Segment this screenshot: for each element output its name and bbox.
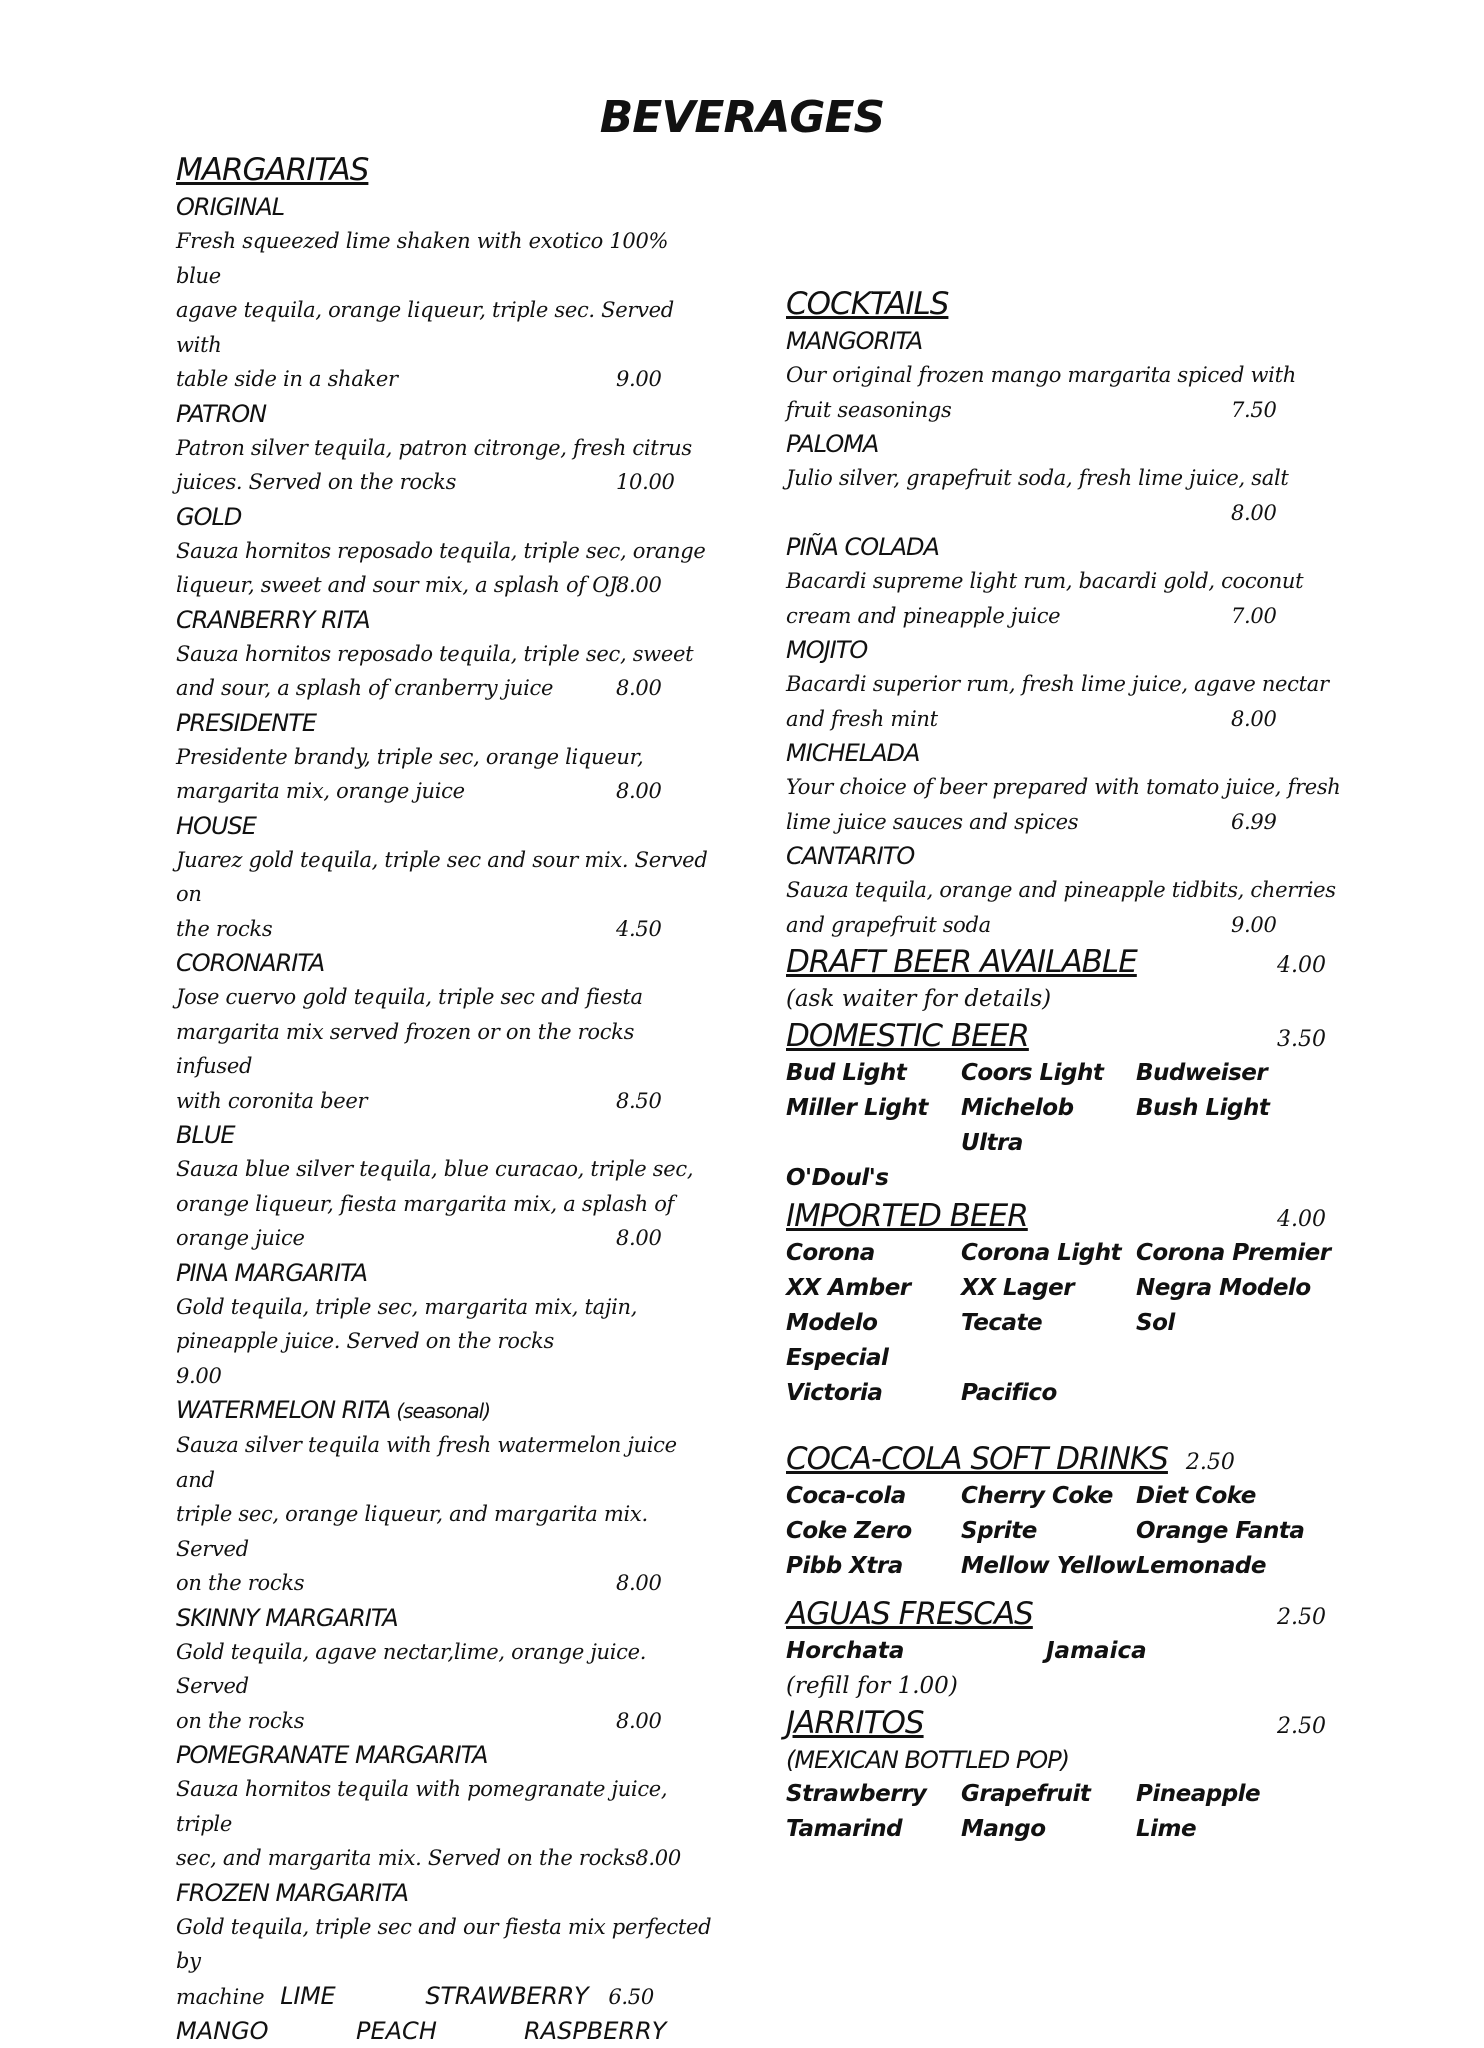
menu-item [786, 530, 1346, 633]
list-item: Corona [786, 1240, 875, 1266]
description-line [176, 465, 716, 500]
description-line [786, 908, 1346, 943]
item-name: GOLD [176, 502, 242, 531]
description-text: sec, and margarita mix. Served on the rocks [176, 1846, 636, 1870]
description-line: Sauza silver tequila with fresh watermelon juice and [176, 1433, 677, 1492]
menu-item [786, 633, 1346, 736]
item-name-text: WATERMELON RITA [176, 1396, 391, 1424]
item-description [786, 461, 1346, 530]
description-line [176, 1704, 716, 1739]
list-item: Tecate [961, 1310, 1043, 1336]
item-description [176, 1428, 716, 1601]
item-description [176, 1635, 716, 1739]
draft-beer-note: (ask waiter for details) [786, 986, 1052, 1012]
flavor-item: MANGO [176, 2017, 269, 2045]
description-line: Gold tequila, triple sec and our fiesta mix perfected by [176, 1914, 712, 1973]
item-description [176, 534, 716, 603]
description-line [786, 393, 1346, 428]
aguas-frescas-heading: AGUAS FRESCAS [786, 1596, 1033, 1632]
list-item: XX Amber [786, 1275, 911, 1301]
imported-beer-price: 4.00 [1277, 1207, 1326, 1232]
item-name: CANTARITO [786, 842, 915, 870]
description-line: Patron silver tequila, patron citronge, fresh citrus [176, 435, 692, 460]
description-line [176, 1084, 716, 1119]
item-description [176, 1152, 716, 1256]
list-item: Cherry Coke [961, 1483, 1113, 1509]
description-text: pineapple juice. Served on the rocks [176, 1329, 554, 1353]
item-name: POMEGRANATE MARGARITA [176, 1741, 488, 1769]
list-item: Lemonade [1136, 1553, 1266, 1579]
item-price: 6.99 [1231, 809, 1277, 834]
description-text: fruit seasonings [786, 397, 952, 422]
description-line [786, 667, 1346, 702]
description-text: Sauza tequila, orange and pineapple tidbits, cherries [786, 878, 1336, 902]
description-line [176, 1979, 716, 2015]
description-line [176, 774, 716, 809]
menu-item [176, 706, 716, 809]
item-name: BLUE [176, 1121, 235, 1149]
description-line: Juarez gold tequila, triple sec and sour mix. Served on [176, 847, 708, 906]
item-name: PALOMA [786, 430, 879, 458]
item-name: ORIGINAL [176, 193, 285, 221]
flavor-item: LIME [280, 1981, 336, 2010]
list-item: Bud Light [786, 1060, 907, 1086]
item-description [176, 740, 716, 809]
menu-item [786, 427, 1346, 530]
item-price: 8.00 [1231, 706, 1277, 731]
item-price: 8.00 [616, 676, 662, 700]
list-item: Coke Zero [786, 1518, 912, 1544]
description-line [786, 461, 1346, 496]
description-line: Sauza hornitos reposado tequila, triple sec, sweet [176, 641, 694, 666]
item-name: SKINNY MARGARITA [176, 1603, 398, 1632]
item-price: 8.00 [616, 1226, 662, 1250]
description-line [176, 362, 716, 397]
imported-beer-heading: IMPORTED BEER [786, 1198, 1028, 1234]
item-price: 4.50 [616, 916, 662, 941]
item-description [786, 873, 1346, 942]
item-description [786, 770, 1346, 839]
description-line: orange liqueur, fiesta margarita mix, a splash of [176, 1191, 675, 1216]
description-text: liqueur, sweet and sour mix, a splash of OJ [176, 573, 618, 597]
domestic-beer-price: 3.50 [1277, 1027, 1326, 1052]
aguas-frescas-header [786, 1594, 1346, 1634]
description-line: Sauza blue silver tequila, blue curacao, triple sec, [176, 1157, 694, 1181]
description-line: margarita mix served frozen or on the rocks infused [176, 1019, 635, 1078]
description-line [786, 564, 1346, 599]
description-text: Our original frozen mango margarita spiced with [786, 363, 1296, 387]
item-name: PINA MARGARITA [176, 1258, 367, 1287]
description-line [786, 358, 1346, 393]
draft-beer-heading: DRAFT BEER AVAILABLE [786, 944, 1137, 980]
imported-beer-header [786, 1196, 1346, 1236]
description-line: Sauza hornitos tequila with pomegranate juice, triple [176, 1777, 668, 1836]
description-text: margarita mix, orange juice [176, 779, 465, 803]
menu-item [176, 1256, 716, 1394]
item-price: 6.50 [608, 1984, 654, 2009]
item-name [176, 1393, 716, 1428]
menu-item [176, 1393, 716, 1601]
domestic-beer-heading: DOMESTIC BEER [786, 1018, 1029, 1054]
item-description [176, 224, 716, 397]
list-item: Tamarind [786, 1816, 903, 1842]
description-line: Jose cuervo gold tequila, triple sec and fiesta [176, 985, 643, 1009]
imported-beer-list [786, 1236, 1346, 1411]
description-line: Gold tequila, triple sec, margarita mix, tajin, [176, 1294, 638, 1319]
description-text: Julio silver, grapefruit soda, fresh lime juice, salt [786, 466, 1289, 490]
menu-item [786, 839, 1346, 942]
description-line: triple sec, orange liqueur, and margarita mix. Served [176, 1502, 648, 1561]
item-name: PATRON [176, 399, 267, 428]
description-text: table side in a shaker [176, 367, 398, 391]
description-line [786, 496, 1346, 531]
menu-item [176, 1601, 716, 1739]
description-text: Bacardi supreme light rum, bacardi gold, coconut [786, 569, 1304, 593]
aguas-frescas-price: 2.50 [1277, 1605, 1326, 1630]
item-price: 8.00 [635, 1846, 681, 1870]
menu-item [176, 1118, 716, 1256]
list-item: Sol [1136, 1310, 1175, 1336]
menu-item [786, 736, 1346, 839]
item-name: MANGORITA [786, 327, 923, 355]
description-line: Gold tequila, agave nectar,lime, orange juice. Served [176, 1639, 647, 1698]
description-text: with coronita beer [176, 1088, 368, 1113]
description-line [176, 1221, 716, 1256]
description-text: and fresh mint [786, 706, 938, 731]
flavor-item: PEACH [356, 2017, 437, 2045]
item-description [786, 667, 1346, 736]
page-title: BEVERAGES [599, 92, 885, 143]
description-line [786, 702, 1346, 737]
soft-drinks-list [786, 1479, 1346, 1584]
list-item: Corona Premier [1136, 1240, 1331, 1266]
margaritas-section [176, 150, 716, 2048]
item-price: 9.00 [616, 367, 662, 391]
description-line [786, 770, 1346, 805]
description-text: on the rocks [176, 1708, 305, 1733]
frozen-flavors-row [176, 2014, 716, 2048]
list-item: Mango [961, 1816, 1046, 1842]
item-description [786, 564, 1346, 633]
list-item: Bush Light [1136, 1095, 1270, 1121]
aguas-frescas-list [786, 1634, 1346, 1669]
list-item: Lime [1136, 1816, 1197, 1842]
jarritos-price: 2.50 [1277, 1714, 1326, 1739]
item-name: CRANBERRY RITA [176, 605, 370, 634]
list-item: O'Doul's [786, 1165, 889, 1191]
item-price: 8.00 [1231, 500, 1277, 525]
cocktails-list [786, 324, 1346, 942]
list-item: Grapefruit [961, 1781, 1091, 1807]
list-item: Negra Modelo [1136, 1275, 1311, 1301]
description-line: Sauza hornitos reposado tequila, triple sec, orange [176, 538, 706, 563]
right-column [786, 284, 1346, 1847]
description-text: the rocks [176, 916, 273, 941]
list-item: Mellow Yellow [961, 1553, 1136, 1579]
jarritos-list [786, 1777, 1346, 1847]
draft-beer-header [786, 942, 1346, 982]
description-text: lime juice sauces and spices [786, 809, 1079, 834]
item-description [176, 1290, 716, 1394]
item-description [176, 843, 716, 947]
description-text: cream and pineapple juice [786, 603, 1061, 628]
list-item: Sprite [961, 1518, 1037, 1544]
list-item: Jamaica [1046, 1638, 1147, 1664]
domestic-beer-list [786, 1056, 1346, 1196]
item-description [176, 637, 716, 706]
item-description [176, 1772, 716, 1876]
item-name: PRESIDENTE [176, 708, 317, 737]
list-item: Miller Light [786, 1095, 928, 1121]
description-text: juices. Served on the rocks [176, 470, 457, 494]
soft-drinks-heading: COCA-COLA SOFT DRINKS [786, 1441, 1168, 1477]
item-name: MOJITO [786, 636, 868, 664]
description-text: machine [176, 1984, 265, 2009]
item-description [786, 358, 1346, 427]
item-price: 7.00 [1231, 603, 1277, 628]
description-line [786, 599, 1346, 634]
menu-item [176, 946, 716, 1118]
description-text: and sour, a splash of cranberry juice [176, 676, 554, 700]
list-item: Coors Light [961, 1060, 1104, 1086]
item-price: 7.50 [1231, 397, 1277, 422]
list-item: Pacifico [961, 1380, 1057, 1406]
menu-item [176, 809, 716, 947]
menu-item [176, 1876, 716, 2015]
description-line [176, 568, 716, 603]
description-line [176, 1841, 716, 1876]
item-name-note: (seasonal) [396, 1399, 491, 1423]
list-item: Victoria [786, 1380, 883, 1406]
list-item: Horchata [786, 1638, 905, 1664]
list-item: Pibb Xtra [786, 1553, 903, 1579]
flavor-item: STRAWBERRY [425, 1981, 589, 2010]
margaritas-list [176, 190, 716, 2014]
list-item: Diet Coke [1136, 1483, 1256, 1509]
menu-item [176, 500, 716, 603]
cocktails-heading: COCKTAILS [786, 286, 949, 322]
menu-item [176, 603, 716, 706]
list-item: XX Lager [961, 1275, 1075, 1301]
item-price: 9.00 [176, 1363, 222, 1388]
aguas-frescas-note: (refill for 1.00) [786, 1673, 958, 1699]
item-name: FROZEN MARGARITA [176, 1878, 409, 1907]
margaritas-heading: MARGARITAS [176, 152, 369, 188]
menu-item [176, 397, 716, 500]
item-description [176, 431, 716, 500]
item-name: HOUSE [176, 811, 256, 840]
description-line: Presidente brandy, triple sec, orange liqueur, [176, 744, 644, 769]
item-name: PIÑA COLADA [786, 533, 939, 561]
description-line: Fresh squeezed lime shaken with exotico 100% blue [176, 229, 669, 288]
description-line [786, 873, 1346, 908]
soft-drinks-header [786, 1439, 1346, 1479]
list-item: Pineapple [1136, 1781, 1261, 1807]
list-item: Orange Fanta [1136, 1518, 1305, 1544]
item-price: 8.00 [616, 1571, 662, 1595]
description-line [786, 805, 1346, 840]
description-line [176, 912, 716, 947]
item-name: CORONARITA [176, 949, 325, 977]
item-price: 8.00 [616, 573, 662, 597]
description-text: on the rocks [176, 1571, 305, 1595]
list-item: Corona Light [961, 1240, 1122, 1266]
description-text: Your choice of beer prepared with tomato juice, fresh [786, 775, 1341, 799]
description-line [176, 1324, 716, 1359]
description-line [176, 1566, 716, 1601]
menu-item [786, 324, 1346, 427]
item-description [176, 1910, 716, 2015]
description-text: Bacardi superior rum, fresh lime juice, agave nectar [786, 672, 1329, 696]
jarritos-subheading: (MEXICAN BOTTLED POP) [786, 1746, 1070, 1774]
list-item: Coca-cola [786, 1483, 906, 1509]
item-description [176, 980, 716, 1118]
draft-beer-price: 4.00 [1277, 953, 1326, 978]
jarritos-heading: JARRITOS [786, 1705, 924, 1741]
soft-drinks-price: 2.50 [1185, 1450, 1235, 1475]
description-line: agave tequila, orange liqueur, triple sec. Served with [176, 298, 674, 357]
item-price: 10.00 [616, 470, 675, 494]
list-item: Modelo Especial [786, 1310, 889, 1371]
menu-item [176, 1738, 716, 1876]
menu-item [176, 190, 716, 397]
item-price: 8.50 [616, 1088, 662, 1113]
list-item: Michelob Ultra [961, 1095, 1074, 1156]
item-name: MICHELADA [786, 739, 920, 767]
jarritos-header [786, 1703, 1346, 1743]
description-line [176, 671, 716, 706]
item-price: 9.00 [1231, 912, 1277, 937]
list-item: Strawberry [786, 1781, 927, 1807]
item-price: 8.00 [616, 1708, 662, 1733]
description-text: and grapefruit soda [786, 912, 991, 937]
domestic-beer-header [786, 1016, 1346, 1056]
description-text: orange juice [176, 1226, 305, 1250]
list-item: Budweiser [1136, 1060, 1268, 1086]
item-price: 8.00 [616, 779, 662, 803]
flavor-item: RASPBERRY [524, 2017, 667, 2045]
